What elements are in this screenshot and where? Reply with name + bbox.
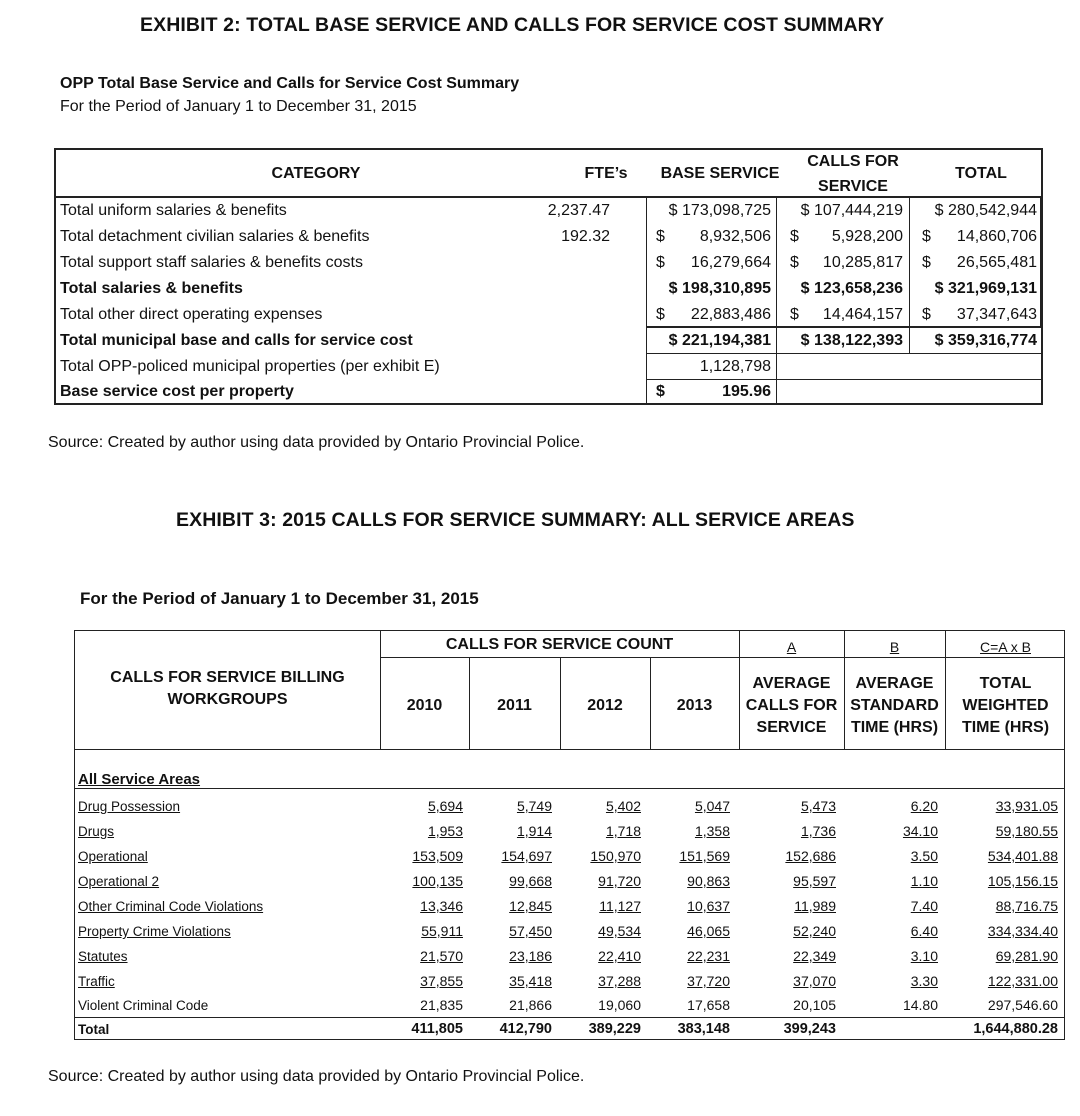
total-label: Total bbox=[78, 1022, 110, 1037]
base-dollar: $ bbox=[656, 228, 665, 245]
exhibit3-title: EXHIBIT 3: 2015 CALLS FOR SERVICE SUMMARY: ALL SERVICE AREAS bbox=[176, 509, 855, 531]
header-avg-std-1: AVERAGE bbox=[855, 675, 934, 692]
table-row bbox=[75, 970, 1064, 995]
table-row bbox=[75, 994, 1064, 1019]
header-rule bbox=[380, 657, 1064, 658]
std-time: 34.10 bbox=[902, 823, 938, 839]
row-label: Total uniform salaries & benefits bbox=[60, 202, 287, 219]
cfs-value: $ 107,444,219 bbox=[800, 202, 903, 219]
exhibit2-subtitle: OPP Total Base Service and Calls for Service Cost Summary bbox=[60, 75, 520, 92]
base-dollar: $ bbox=[656, 383, 665, 400]
total-avg: 399,243 bbox=[783, 1021, 836, 1037]
weighted-time: 534,401.88 bbox=[987, 848, 1058, 864]
count-2012: 91,720 bbox=[598, 873, 641, 889]
workgroup-label: Drugs bbox=[78, 824, 115, 839]
count-2012: 37,288 bbox=[598, 973, 641, 989]
avg-calls: 20,105 bbox=[793, 997, 836, 1013]
header-count: CALLS FOR SERVICE COUNT bbox=[445, 636, 674, 653]
count-2013: 22,231 bbox=[687, 948, 730, 964]
header-total-weighted-2: WEIGHTED bbox=[962, 697, 1049, 714]
count-2010: 55,911 bbox=[421, 923, 463, 939]
row-label: Total support staff salaries & benefits costs bbox=[60, 254, 363, 271]
exhibit2-title: EXHIBIT 2: TOTAL BASE SERVICE AND CALLS FOR SERVICE COST SUMMARY bbox=[140, 14, 885, 36]
count-2013: 151,569 bbox=[679, 848, 730, 864]
count-2010: 5,694 bbox=[427, 798, 463, 814]
std-time: 7.40 bbox=[910, 898, 938, 914]
value-col-line bbox=[909, 196, 910, 327]
count-2012: 1,718 bbox=[605, 823, 641, 839]
value-rule bbox=[646, 327, 1041, 328]
workgroup-label: Statutes bbox=[78, 949, 128, 964]
header-total-weighted-3: TIME (HRS) bbox=[961, 719, 1050, 736]
count-2012: 11,127 bbox=[599, 898, 641, 914]
header-workgroups-2: WORKGROUPS bbox=[167, 691, 288, 708]
count-2013: 10,637 bbox=[687, 898, 730, 914]
count-2011: 21,866 bbox=[509, 997, 552, 1013]
header-category: CATEGORY bbox=[271, 165, 361, 182]
count-2012: 150,970 bbox=[590, 848, 641, 864]
table-row bbox=[56, 380, 1041, 406]
header-base-service: BASE SERVICE bbox=[660, 165, 780, 182]
total-2011: 412,790 bbox=[499, 1021, 552, 1037]
value-col-line bbox=[776, 327, 777, 353]
workgroup-label: Other Criminal Code Violations bbox=[78, 899, 264, 914]
count-2012: 49,534 bbox=[598, 923, 641, 939]
count-2011: 1,914 bbox=[516, 823, 552, 839]
count-2010: 153,509 bbox=[412, 848, 463, 864]
base-value: $ 221,194,381 bbox=[668, 332, 771, 349]
count-2013: 90,863 bbox=[687, 873, 730, 889]
count-2013: 37,720 bbox=[687, 973, 730, 989]
row-label: Total salaries & benefits bbox=[60, 280, 243, 297]
weighted-time: 122,331.00 bbox=[987, 973, 1058, 989]
std-time: 3.30 bbox=[910, 973, 938, 989]
header-workgroups-1: CALLS FOR SERVICE BILLING bbox=[110, 669, 345, 686]
count-2010: 100,135 bbox=[412, 873, 463, 889]
value-col-line bbox=[776, 196, 777, 327]
table-row bbox=[75, 895, 1064, 920]
count-2010: 37,855 bbox=[420, 973, 463, 989]
total-value: $ 280,542,944 bbox=[934, 202, 1037, 219]
weighted-time: 59,180.55 bbox=[995, 823, 1058, 839]
std-time: 3.10 bbox=[910, 948, 938, 964]
count-2012: 5,402 bbox=[605, 798, 641, 814]
total-value: $ 321,969,131 bbox=[934, 280, 1037, 297]
cfs-dollar: $ bbox=[790, 228, 799, 245]
table-row bbox=[75, 795, 1064, 820]
total-value: 26,565,481 bbox=[956, 254, 1037, 271]
total-value: 37,347,643 bbox=[956, 306, 1037, 323]
avg-calls: 95,597 bbox=[793, 873, 836, 889]
weighted-time: 88,716.75 bbox=[995, 898, 1058, 914]
workgroup-label: Traffic bbox=[78, 974, 115, 989]
header-letter-a: A bbox=[786, 639, 797, 655]
row-label: Total OPP-policed municipal properties (per exhibit E) bbox=[60, 358, 440, 375]
header-avg-std-3: TIME (HRS) bbox=[850, 719, 939, 736]
header-fte: FTE’s bbox=[584, 165, 628, 182]
header-year-2011: 2011 bbox=[497, 697, 532, 714]
value-col-line bbox=[909, 327, 910, 353]
row-label: Total other direct operating expenses bbox=[60, 306, 323, 323]
header-total-weighted-1: TOTAL bbox=[979, 675, 1032, 692]
std-time: 3.50 bbox=[910, 848, 938, 864]
value-col-line bbox=[776, 353, 777, 405]
calls-for-service-table bbox=[74, 630, 1065, 1040]
cfs-dollar: $ bbox=[790, 306, 799, 323]
count-2011: 57,450 bbox=[509, 923, 552, 939]
count-2011: 99,668 bbox=[509, 873, 552, 889]
exhibit2-period: For the Period of January 1 to December 31, 2015 bbox=[60, 98, 417, 115]
fte-value: 2,237.47 bbox=[547, 202, 610, 219]
header-rule bbox=[75, 749, 1064, 750]
workgroup-label: Drug Possession bbox=[78, 799, 181, 814]
value-col-line bbox=[646, 353, 647, 405]
value-grid bbox=[646, 196, 1041, 327]
weighted-time: 105,156.15 bbox=[987, 873, 1058, 889]
row-label: Total municipal base and calls for service cost bbox=[60, 332, 413, 349]
total-dollar: $ bbox=[922, 228, 931, 245]
header-avg-cfs-3: SERVICE bbox=[756, 719, 827, 736]
base-dollar: $ bbox=[656, 306, 665, 323]
base-dollar: $ bbox=[656, 254, 665, 271]
value-rule bbox=[646, 379, 1041, 380]
header-calls-for-service-1: CALLS FOR bbox=[807, 153, 899, 170]
header-avg-cfs-2: CALLS FOR bbox=[745, 697, 838, 714]
total-row bbox=[75, 1018, 1064, 1043]
count-2012: 22,410 bbox=[598, 948, 641, 964]
base-value: $ 173,098,725 bbox=[668, 202, 771, 219]
weighted-time: 69,281.90 bbox=[995, 948, 1058, 964]
total-value: 14,860,706 bbox=[956, 228, 1037, 245]
header-avg-std-2: STANDARD bbox=[850, 697, 939, 714]
std-time: 14.80 bbox=[902, 997, 938, 1013]
value-col-line bbox=[646, 196, 647, 353]
table-row bbox=[75, 920, 1064, 945]
count-2010: 1,953 bbox=[427, 823, 463, 839]
section-rule bbox=[75, 788, 1064, 789]
row-label: Total detachment civilian salaries & benefits bbox=[60, 228, 370, 245]
count-2013: 17,658 bbox=[687, 997, 730, 1013]
exhibit2-source: Source: Created by author using data provided by Ontario Provincial Police. bbox=[48, 434, 585, 451]
avg-calls: 11,989 bbox=[794, 898, 836, 914]
count-2011: 35,418 bbox=[509, 973, 552, 989]
base-value: 22,883,486 bbox=[690, 306, 771, 323]
header-avg-cfs-1: AVERAGE bbox=[752, 675, 831, 692]
avg-calls: 5,473 bbox=[800, 798, 836, 814]
base-value: 8,932,506 bbox=[699, 228, 771, 245]
cfs-value: $ 138,122,393 bbox=[800, 332, 903, 349]
count-2010: 21,835 bbox=[420, 997, 463, 1013]
std-time: 6.20 bbox=[910, 798, 938, 814]
header-year-2012: 2012 bbox=[587, 697, 623, 714]
total-2013: 383,148 bbox=[677, 1021, 730, 1037]
total-value: $ 359,316,774 bbox=[934, 332, 1037, 349]
total-weighted: 1,644,880.28 bbox=[973, 1021, 1058, 1037]
total-dollar: $ bbox=[922, 254, 931, 271]
table-row bbox=[75, 820, 1064, 845]
cfs-value: 5,928,200 bbox=[831, 228, 903, 245]
total-2010: 411,805 bbox=[411, 1021, 463, 1037]
std-time: 6.40 bbox=[910, 923, 938, 939]
row-label: Base service cost per property bbox=[60, 383, 294, 400]
table-row bbox=[75, 870, 1064, 895]
header-total: TOTAL bbox=[955, 165, 1007, 182]
base-value: 16,279,664 bbox=[690, 254, 771, 271]
count-2011: 23,186 bbox=[509, 948, 552, 964]
table-row bbox=[56, 329, 1041, 355]
count-2010: 21,570 bbox=[420, 948, 463, 964]
header-letter-c: C=A x B bbox=[980, 639, 1031, 655]
avg-calls: 152,686 bbox=[785, 848, 836, 864]
cfs-value: 10,285,817 bbox=[822, 254, 903, 271]
fte-value: 192.32 bbox=[561, 228, 610, 245]
avg-calls: 37,070 bbox=[793, 973, 836, 989]
count-2012: 19,060 bbox=[598, 997, 641, 1013]
count-2011: 5,749 bbox=[516, 798, 552, 814]
value-rule bbox=[646, 353, 1041, 354]
weighted-time: 297,546.60 bbox=[987, 997, 1058, 1013]
table-row bbox=[56, 355, 1041, 381]
workgroup-label: Violent Criminal Code bbox=[78, 998, 209, 1013]
header-calls-for-service-2: SERVICE bbox=[818, 178, 888, 195]
cfs-value: 14,464,157 bbox=[822, 306, 903, 323]
cfs-dollar: $ bbox=[790, 254, 799, 271]
exhibit3-period: For the Period of January 1 to December 31, 2015 bbox=[80, 589, 479, 608]
weighted-time: 334,334.40 bbox=[987, 923, 1058, 939]
avg-calls: 1,736 bbox=[800, 823, 836, 839]
table-row bbox=[75, 845, 1064, 870]
total-2012: 389,229 bbox=[588, 1021, 641, 1037]
cost-summary-table bbox=[54, 148, 1043, 405]
section-title: All Service Areas bbox=[78, 771, 201, 788]
base-value: 1,128,798 bbox=[699, 358, 771, 375]
total-dollar: $ bbox=[922, 306, 931, 323]
count-2013: 46,065 bbox=[687, 923, 730, 939]
workgroup-label: Property Crime Violations bbox=[78, 924, 231, 939]
workgroup-label: Operational 2 bbox=[78, 874, 160, 889]
count-2013: 5,047 bbox=[694, 798, 730, 814]
weighted-time: 33,931.05 bbox=[995, 798, 1058, 814]
count-2013: 1,358 bbox=[694, 823, 730, 839]
table-row bbox=[75, 945, 1064, 970]
exhibit3-source: Source: Created by author using data provided by Ontario Provincial Police. bbox=[48, 1068, 585, 1085]
header-year-2010: 2010 bbox=[406, 697, 443, 714]
count-2011: 154,697 bbox=[501, 848, 552, 864]
std-time: 1.10 bbox=[910, 873, 938, 889]
workgroup-label: Operational bbox=[78, 849, 148, 864]
header-letter-b: B bbox=[889, 639, 900, 655]
count-2011: 12,845 bbox=[509, 898, 552, 914]
avg-calls: 52,240 bbox=[793, 923, 836, 939]
base-value: $ 198,310,895 bbox=[668, 280, 771, 297]
avg-calls: 22,349 bbox=[793, 948, 836, 964]
count-2010: 13,346 bbox=[420, 898, 463, 914]
header-year-2013: 2013 bbox=[676, 697, 713, 714]
base-value: 195.96 bbox=[722, 383, 771, 400]
cfs-value: $ 123,658,236 bbox=[800, 280, 903, 297]
